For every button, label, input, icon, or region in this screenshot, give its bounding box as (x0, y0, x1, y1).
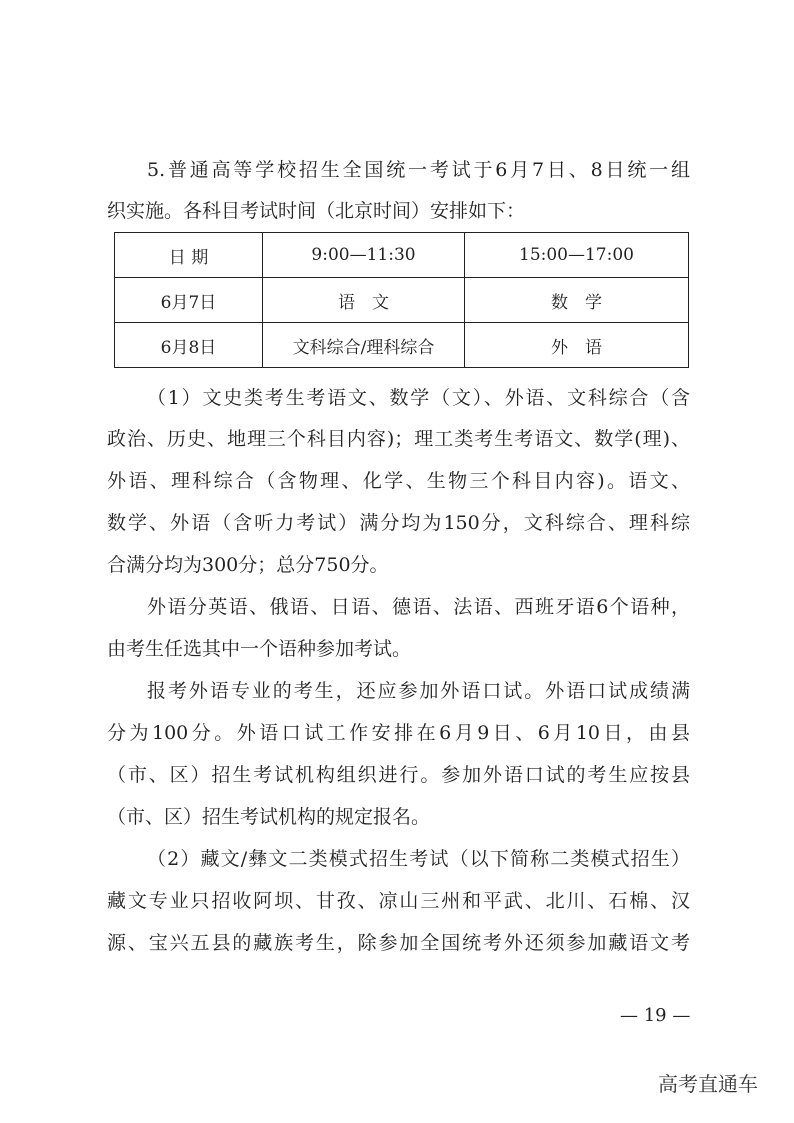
table-row (115, 323, 689, 368)
line: 藏文专业只招收阿坝、甘孜、凉山三州和平武、北川、石棉、汉 (107, 890, 690, 912)
line: （2）藏文/彝文二类模式招生考试（以下简称二类模式招生） (147, 848, 690, 870)
table-cell: 文科综合/理科综合 (263, 323, 465, 368)
page-number: — 19 — (620, 1005, 691, 1026)
watermark: 高考直通车 (658, 1072, 758, 1096)
line: 外语、理科综合（含物理、化学、生物三个科目内容)。语文、 (107, 470, 690, 492)
table-cell: 9:00—11:30 (263, 233, 465, 278)
line: 报考外语专业的考生，还应参加外语口试。外语口试成绩满 (147, 680, 690, 702)
table-cell: 语 文 (263, 278, 465, 323)
table-cell: 外 语 (465, 323, 689, 368)
line: 数学、外语（含听力考试）满分均为150分，文科综合、理科综 (107, 512, 690, 534)
line: （1）文史类考生考语文、数学（文）、外语、文科综合（含 (147, 387, 690, 409)
line: （市、区）招生考试机构组织进行。参加外语口试的考生应按县 (107, 764, 690, 786)
line: 5.普通高等学校招生全国统一考试于6月7日、8日统一组 (147, 159, 690, 181)
table-cell: 6月8日 (115, 323, 263, 368)
table-cell: 数 学 (465, 278, 689, 323)
line: 外语分英语、俄语、日语、德语、法语、西班牙语6个语种， (147, 596, 690, 618)
table-header-row (115, 233, 689, 278)
line: （市、区）招生考试机构的规定报名。 (107, 806, 431, 828)
line: 由考生任选其中一个语种参加考试。 (107, 638, 412, 660)
table-row (115, 278, 689, 323)
line: 政治、历史、地理三个科目内容)；理工类考生考语文、数学(理)、 (107, 428, 690, 450)
exam-schedule-table (114, 232, 689, 368)
line: 源、宝兴五县的藏族考生，除参加全国统考外还须参加藏语文考 (107, 932, 690, 954)
line: 分为100分。外语口试工作安排在6月9日、6月10日，由县 (107, 722, 690, 744)
line: 织实施。各科目考试时间（北京时间）安排如下： (107, 200, 526, 222)
table-cell: 6月7日 (115, 278, 263, 323)
line: 合满分均为300分；总分750分。 (107, 554, 389, 576)
table-cell: 15:00—17:00 (465, 233, 689, 278)
table-cell: 日 期 (115, 233, 263, 278)
